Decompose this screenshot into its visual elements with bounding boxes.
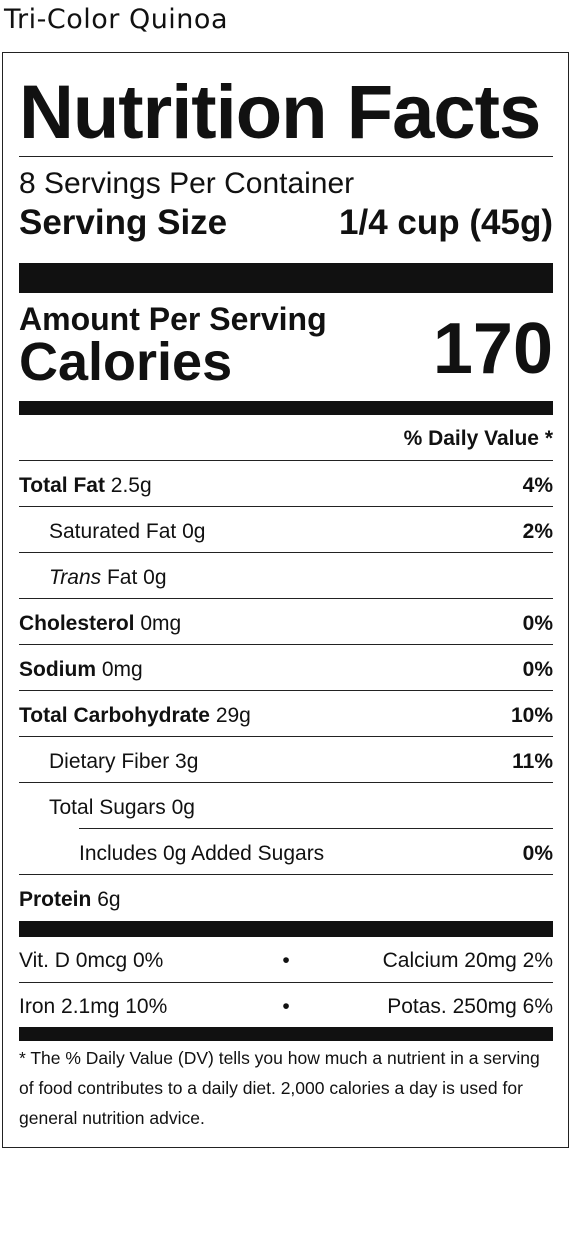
nutrient-dv: 2%: [522, 519, 553, 543]
daily-value-header: % Daily Value *: [403, 427, 553, 450]
nutrient-amount: 29g: [215, 703, 251, 727]
divider: [19, 690, 553, 691]
serving-size-row: [19, 203, 553, 243]
nutrient-name: Total Fat: [19, 473, 105, 497]
nutrient-dv: 4%: [522, 473, 553, 497]
nutrient-row-total-sugars: [19, 785, 553, 830]
bullet-separator: •: [282, 948, 290, 972]
nutrient-name-italic: Trans: [49, 565, 102, 589]
nutrient-name: Dietary Fiber: [49, 749, 170, 773]
nutrition-label: [2, 52, 569, 1148]
nutrient-name: Total Carbohydrate: [19, 703, 210, 727]
servings-per-container: 8 Servings Per Container: [19, 167, 355, 200]
thick-divider: [19, 921, 553, 937]
vitamin-d: Vit. D 0mcg 0%: [19, 948, 164, 972]
nutrient-row-cholesterol: [19, 601, 553, 646]
vitamin-row-2: [19, 984, 553, 1029]
bullet-separator: •: [282, 994, 290, 1018]
nutrient-row-added-sugars: [19, 831, 553, 876]
nutrient-row-sodium: [19, 647, 553, 692]
divider: [19, 782, 553, 783]
nutrient-dv: 10%: [510, 703, 553, 727]
medium-divider: [19, 401, 553, 415]
nutrient-dv: 11%: [512, 749, 553, 773]
nutrient-name: Saturated Fat: [49, 519, 177, 543]
divider: [19, 552, 553, 553]
thick-divider: [19, 263, 553, 293]
nutrient-row-protein: [19, 877, 553, 922]
nutrient-amount: 0g: [143, 565, 167, 589]
nutrient-name: Cholesterol: [19, 611, 135, 635]
calcium: Calcium 20mg 2%: [382, 948, 553, 972]
nutrient-row-saturated-fat: [19, 509, 553, 554]
divider: [79, 828, 553, 829]
nutrient-dv: 0%: [522, 657, 553, 681]
footnote: * The % Daily Value (DV) tells you how much a nutrient in a serving of food contributes to a daily diet. 2,000 calories a day is used for general nutrition advice.: [19, 1048, 540, 1128]
nutrient-dv: 0%: [522, 611, 553, 635]
nutrient-row-trans-fat: [19, 555, 553, 600]
potassium: Potas. 250mg 6%: [387, 994, 553, 1018]
iron: Iron 2.1mg 10%: [19, 994, 168, 1018]
divider: [19, 598, 553, 599]
divider: [19, 644, 553, 645]
divider: [19, 506, 553, 507]
nutrient-amount: 3g: [175, 749, 199, 773]
nutrient-name: Protein: [19, 887, 92, 911]
vitamin-row-1: [19, 938, 553, 983]
divider: [19, 460, 553, 461]
nutrient-name: Sodium: [19, 657, 96, 681]
nutrient-amount: 0mg: [140, 611, 182, 635]
nutrient-name: Fat: [106, 565, 138, 589]
divider: [19, 874, 553, 875]
nutrient-dv: 0%: [522, 841, 553, 865]
nutrient-amount: 2.5g: [110, 473, 152, 497]
amount-per-serving: Amount Per Serving: [19, 301, 327, 337]
nutrient-name: Total Sugars: [49, 795, 166, 819]
serving-size-value: 1/4 cup (45g): [339, 203, 553, 242]
product-title: Tri-Color Quinoa: [4, 4, 228, 35]
nutrient-row-dietary-fiber: [19, 739, 553, 784]
thick-divider: [19, 1027, 553, 1041]
nutrient-amount: 0g: [171, 795, 195, 819]
serving-size-label: Serving Size: [19, 203, 228, 242]
divider: [19, 736, 553, 737]
nutrient-row-total-carbohydrate: [19, 693, 553, 738]
nutrient-amount: 0g: [182, 519, 206, 543]
nutrient-name: Includes 0g Added Sugars: [79, 841, 325, 865]
divider: [19, 156, 553, 157]
nutrient-amount: 6g: [97, 887, 121, 911]
calories-value: 170: [432, 309, 553, 389]
nutrient-amount: 0mg: [101, 657, 143, 681]
calories-label: Calories: [19, 332, 233, 392]
nutrition-facts-heading: Nutrition Facts: [19, 70, 541, 155]
divider: [19, 982, 553, 983]
nutrient-row-total-fat: [19, 463, 553, 508]
